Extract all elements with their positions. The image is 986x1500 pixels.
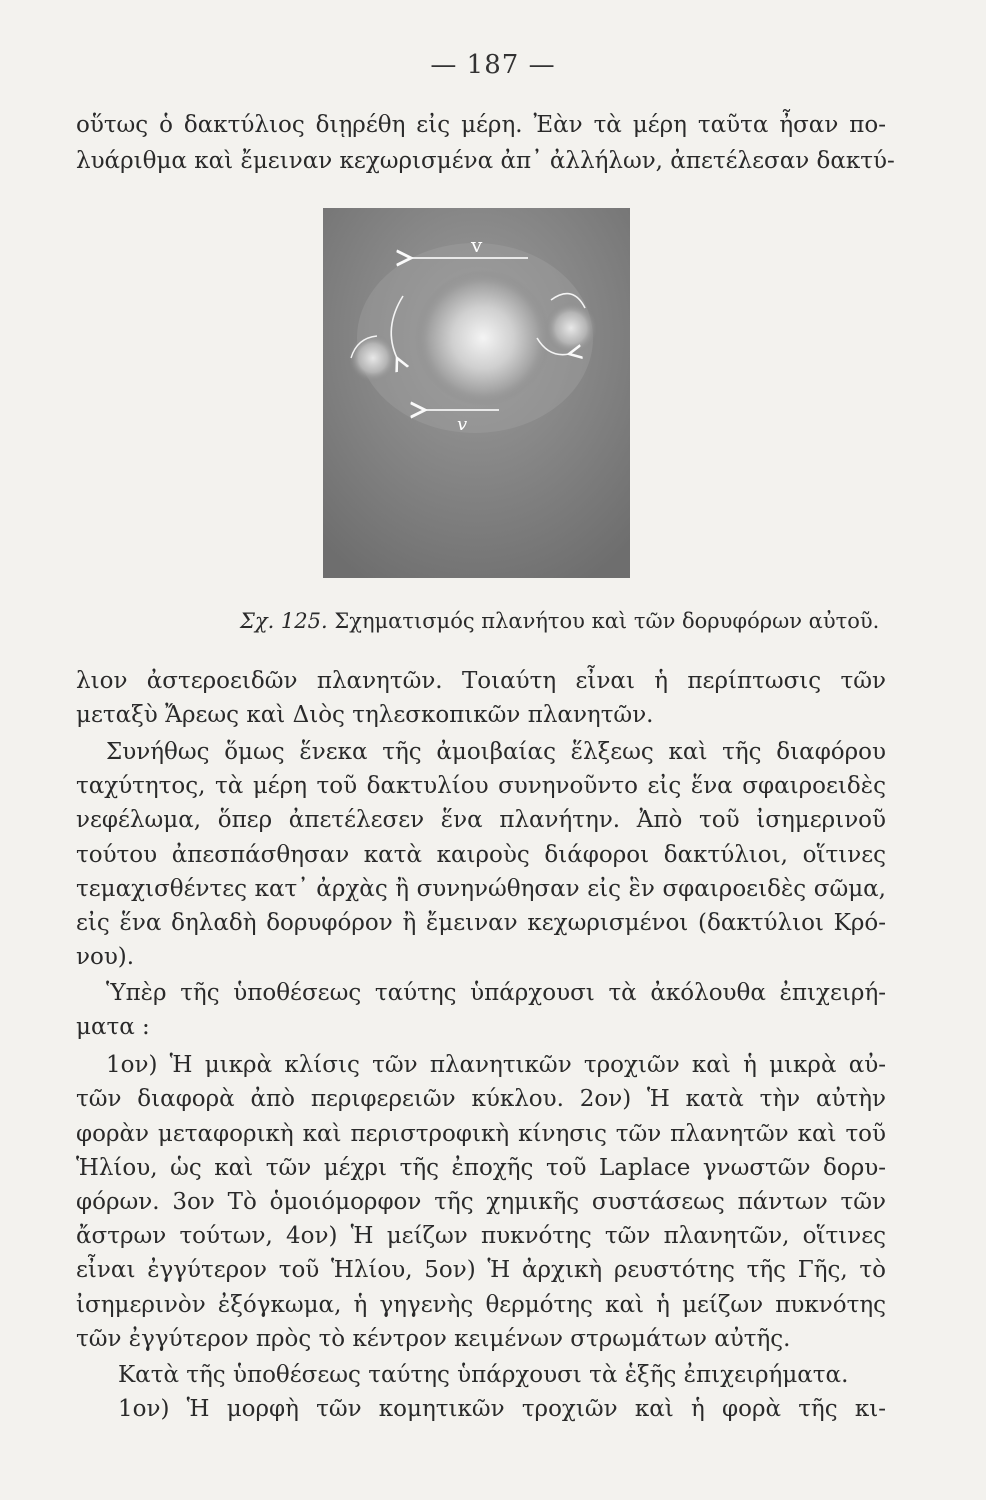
satellite-left	[349, 334, 397, 382]
text-line: 1ον) Ἡ μορφὴ τῶν κομητικῶν τροχιῶν καὶ ἡ φορὰ τῆς κι-	[118, 1396, 886, 1422]
planet-formation-figure	[323, 208, 630, 578]
text-line: ματα :	[76, 1014, 150, 1040]
text-line: νεφέλωμα, ὅπερ ἀπετέλεσεν ἕνα πλανήτην. Ἀπὸ τοῦ ἰσημερινοῦ	[76, 807, 886, 833]
text-line: Ὑπὲρ τῆς ὑποθέσεως ταύτης ὑπάρχουσι τὰ ἀκόλουθα ἐπιχειρή-	[106, 980, 886, 1006]
text-line: λιον ἀστεροειδῶν πλανητῶν. Τοιαύτη εἶναι ἡ περίπτωσις τῶν	[76, 668, 886, 694]
text-line: 1ον) Ἡ μικρὰ κλίσις τῶν πλανητικῶν τροχιῶν καὶ ἡ μικρὰ αὐ-	[106, 1052, 886, 1078]
text-line: Ἡλίου, ὡς καὶ τῶν μέχρι τῆς ἐποχῆς τοῦ Laplace γνωστῶν δορυ-	[76, 1155, 886, 1181]
text-line: οὕτως ὁ δακτύλιος διῃρέθη εἰς μέρη. Ἐὰν τὰ μέρη ταῦτα ἦσαν πο-	[76, 112, 886, 138]
figure-number: Σχ. 125.	[240, 609, 328, 633]
page-number: — 187 —	[430, 50, 556, 80]
planet-satellites-illustration	[323, 208, 630, 578]
text-line: Συνήθως ὅμως ἕνεκα τῆς ἀμοιβαίας ἕλξεως καὶ τῆς διαφόρου	[106, 739, 886, 765]
planet-sphere	[415, 270, 551, 406]
text-line: λυάριθμα καὶ ἔμειναν κεχωρισμένα ἀπ᾽ ἀλλήλων, ἀπετέλεσαν δακτύ-	[76, 148, 895, 174]
text-line: φόρων. 3ον Τὸ ὁμοιόμορφον τῆς χημικῆς συστάσεως πάντων τῶν	[76, 1189, 886, 1215]
text-line: ταχύτητος, τὰ μέρη τοῦ δακτυλίου συνηνοῦντο εἰς ἕνα σφαιροειδὲς	[76, 773, 886, 799]
figure-caption	[240, 606, 880, 636]
velocity-label-bottom: v	[457, 414, 468, 435]
text-line: τούτου ἀπεσπάσθησαν κατὰ καιροὺς διάφοροι δακτύλιοι, οἵτινες	[76, 842, 886, 868]
velocity-label-top: v	[471, 233, 483, 257]
text-line: ἰσημερινὸν ἐξόγκωμα, ἡ γηγενὴς θερμότης καὶ ἡ μείζων πυκνότης	[76, 1292, 886, 1318]
figure-caption-text: Σχηματισμός πλανήτου καὶ τῶν δορυφόρων αὐτοῦ.	[334, 609, 880, 633]
text-line: εἶναι ἐγγύτερον τοῦ Ἡλίου, 5ον) Ἡ ἀρχικὴ ρευστότης τῆς Γῆς, τὸ	[76, 1257, 886, 1283]
text-line: ἄστρων τούτων, 4ον) Ἡ μείζων πυκνότης τῶν πλανητῶν, οἵτινες	[76, 1223, 886, 1249]
satellite-right	[545, 302, 597, 354]
text-line: εἰς ἕνα δηλαδὴ δορυφόρον ἢ ἔμειναν κεχωρισμένοι (δακτύλιοι Κρό-	[76, 910, 886, 936]
text-line: φορὰν μεταφορικὴ καὶ περιστροφικὴ κίνησις τῶν πλανητῶν καὶ τοῦ	[76, 1121, 886, 1147]
text-line: Κατὰ τῆς ὑποθέσεως ταύτης ὑπάρχουσι τὰ ἑξῆς ἐπιχειρήματα.	[118, 1362, 849, 1388]
text-line: νου).	[76, 944, 135, 970]
text-line: μεταξὺ Ἄρεως καὶ Διὸς τηλεσκοπικῶν πλανητῶν.	[76, 702, 654, 728]
text-line: τῶν διαφορὰ ἀπὸ περιφερειῶν κύκλου. 2ον) Ἡ κατὰ τὴν αὐτὴν	[76, 1086, 886, 1112]
text-line: τεμαχισθέντες κατ᾽ ἀρχὰς ἢ συνηνώθησαν εἰς ἓν σφαιροειδὲς σῶμα,	[76, 876, 886, 902]
text-line: τῶν ἐγγύτερον πρὸς τὸ κέντρον κειμένων στρωμάτων αὐτῆς.	[76, 1326, 791, 1352]
